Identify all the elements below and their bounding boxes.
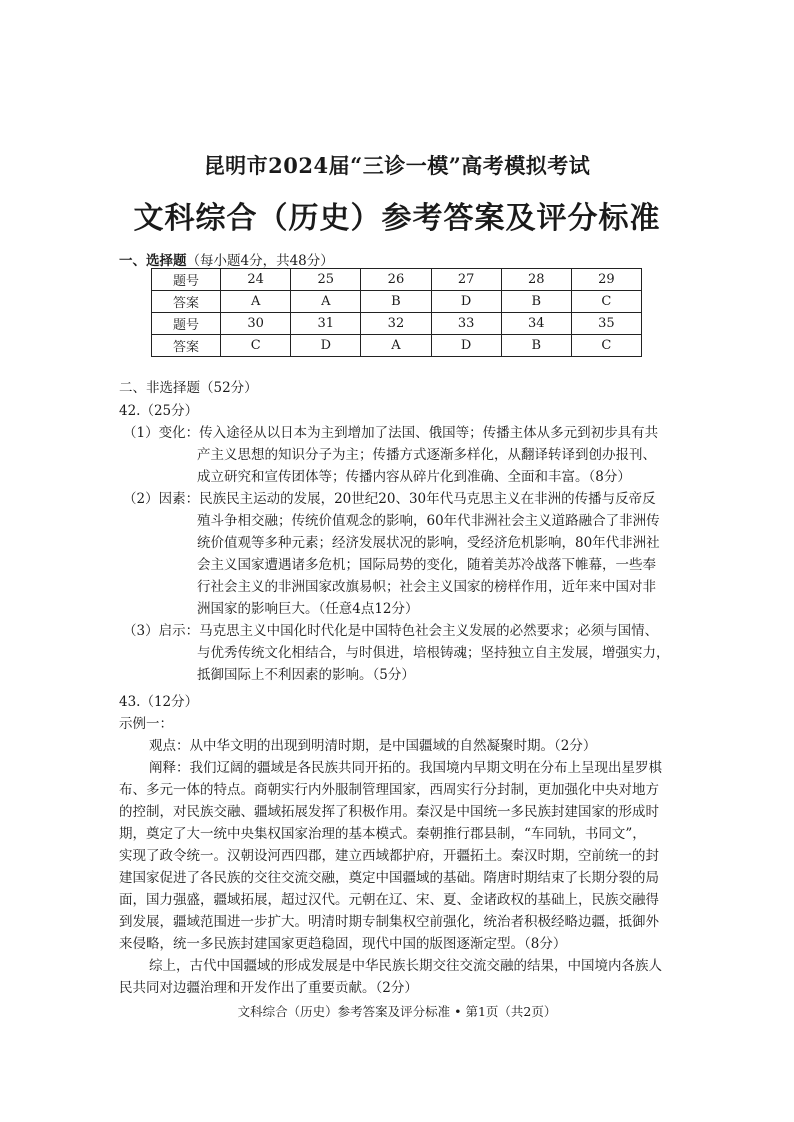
- table-cell: 34: [501, 313, 571, 335]
- section2-heading: 二、非选择题（52分）: [119, 380, 258, 396]
- table-row: [152, 335, 642, 357]
- q43-header: 43.（12分）: [119, 694, 199, 710]
- section1-heading: [119, 249, 334, 269]
- q43-line: 的控制，对民族交融、疆域拓展发挥了积极作用。秦汉是中国统一多民族封建国家的形成时: [119, 804, 659, 820]
- q42-line: 成立研究和宣传团体等；传播内容从碎片化到准确、全面和丰富。（8分）: [197, 469, 631, 485]
- table-cell: C: [571, 335, 641, 357]
- table-row: [152, 269, 642, 291]
- table-cell: 25: [291, 269, 361, 291]
- answer-table: [151, 268, 642, 357]
- table-cell: C: [221, 335, 291, 357]
- q42-line: 殖斗争相交融；传统价值观念的影响，60年代非洲社会主义道路融合了非洲传: [197, 513, 660, 529]
- row-label: 答案: [152, 335, 221, 357]
- answer-key-title: 文科综合（历史）参考答案及评分标准: [133, 201, 661, 236]
- table-cell: A: [221, 291, 291, 313]
- row-label: 答案: [152, 291, 221, 313]
- table-row: [152, 291, 642, 313]
- table-cell: D: [431, 291, 501, 313]
- table-cell: A: [291, 291, 361, 313]
- q43-line: 到发展，疆域范围进一步扩大。明清时期专制集权空前强化，统治者积极经略边疆，抵御外: [119, 914, 659, 930]
- q42-line: （3）启示：马克思主义中国化时代化是中国特色社会主义发展的必然要求；必须与国情、: [123, 623, 659, 639]
- table-cell: 28: [501, 269, 571, 291]
- table-cell: C: [571, 291, 641, 313]
- q43-line: 布、多元一体的特点。商朝实行内外服制管理国家，西周实行分封制，更加强化中央对地方: [119, 782, 659, 798]
- q42-line: （2）因素：民族民主运动的发展，20世纪20、30年代马克思主义在非洲的传播与反帝反: [123, 491, 656, 507]
- row-label: 题号: [152, 313, 221, 335]
- q43-line: 期，奠定了大一统中央集权国家治理的基本模式。秦朝推行郡县制，“车同轨，书同文”，: [119, 826, 646, 842]
- q42-line: 产主义思想的知识分子为主；传播方式逐渐多样化，从翻译转译到创办报刊、: [197, 447, 656, 463]
- section1-heading-text: 一、选择题: [119, 253, 187, 269]
- q43-line: 实现了政令统一。汉朝设河西四郡，建立西域都护府，开疆拓土。秦汉时期，空前统一的封: [119, 848, 659, 864]
- q42-line: 洲国家的影响巨大。（任意4点12分）: [197, 601, 419, 617]
- q43-line: 综上，古代中国疆域的形成发展是中华民族长期交往交流交融的结果，中国境内各族人: [149, 958, 662, 974]
- table-cell: 32: [361, 313, 431, 335]
- table-cell: 30: [221, 313, 291, 335]
- q42-line: 统价值观等多种元素；经济发展状况的影响，受经济危机影响，80年代非洲社: [197, 535, 660, 551]
- table-cell: D: [431, 335, 501, 357]
- q43-line: 面，国力强盛，疆域拓展，超过汉代。元朝在辽、宋、夏、金诸政权的基础上，民族交融得: [119, 892, 659, 908]
- q42-line: （1）变化：传入途径从以日本为主到增加了法国、俄国等；传播主体从多元到初步具有共: [123, 425, 659, 441]
- table-cell: 35: [571, 313, 641, 335]
- q43-line: 民共同对边疆治理和开发作出了重要贡献。（2分）: [119, 980, 418, 996]
- q42-header: 42.（25分）: [119, 403, 199, 419]
- q43-example: 示例一：: [119, 716, 173, 732]
- q43-line: 观点：从中华文明的出现到明清时期，是中国疆域的自然凝聚时期。（2分）: [149, 738, 597, 754]
- q42-line: 行社会主义的非洲国家改旗易帜；社会主义国家的榜样作用，近年来中国对非: [197, 579, 656, 595]
- table-cell: B: [501, 291, 571, 313]
- q43-line: 来侵略，统一多民族封建国家更趋稳固，现代中国的版图逐渐定型。（8分）: [119, 936, 567, 952]
- q43-line: 阐释：我们辽阔的疆域是各民族共同开拓的。我国境内早期文明在分布上呈现出星罗棋: [149, 760, 662, 776]
- table-cell: 29: [571, 269, 641, 291]
- table-cell: 33: [431, 313, 501, 335]
- table-cell: 24: [221, 269, 291, 291]
- section1-note: （每小题4分，共48分）: [186, 253, 334, 269]
- table-cell: 26: [361, 269, 431, 291]
- table-cell: D: [291, 335, 361, 357]
- table-cell: 27: [431, 269, 501, 291]
- q42-line: 会主义国家遭遇诸多危机；国际局势的变化，随着美苏冷战落下帷幕，一些奉: [197, 557, 656, 573]
- exam-title: 昆明市2024届“三诊一模”高考模拟考试: [203, 153, 591, 178]
- table-cell: 31: [291, 313, 361, 335]
- q42-line: 抵御国际上不利因素的影响。（5分）: [197, 667, 415, 683]
- row-label: 题号: [152, 269, 221, 291]
- table-cell: B: [501, 335, 571, 357]
- q43-line: 建国家促进了各民族的交往交流交融，奠定中国疆域的基础。隋唐时期结束了长期分裂的局: [119, 870, 659, 886]
- page-footer: 文科综合（历史）参考答案及评分标准 • 第1页（共2页）: [237, 1004, 557, 1019]
- table-cell: B: [361, 291, 431, 313]
- q42-line: 与优秀传统文化相结合，与时俱进，培根铸魂；坚持独立自主发展，增强实力，: [197, 645, 670, 661]
- table-row: [152, 313, 642, 335]
- table-cell: A: [361, 335, 431, 357]
